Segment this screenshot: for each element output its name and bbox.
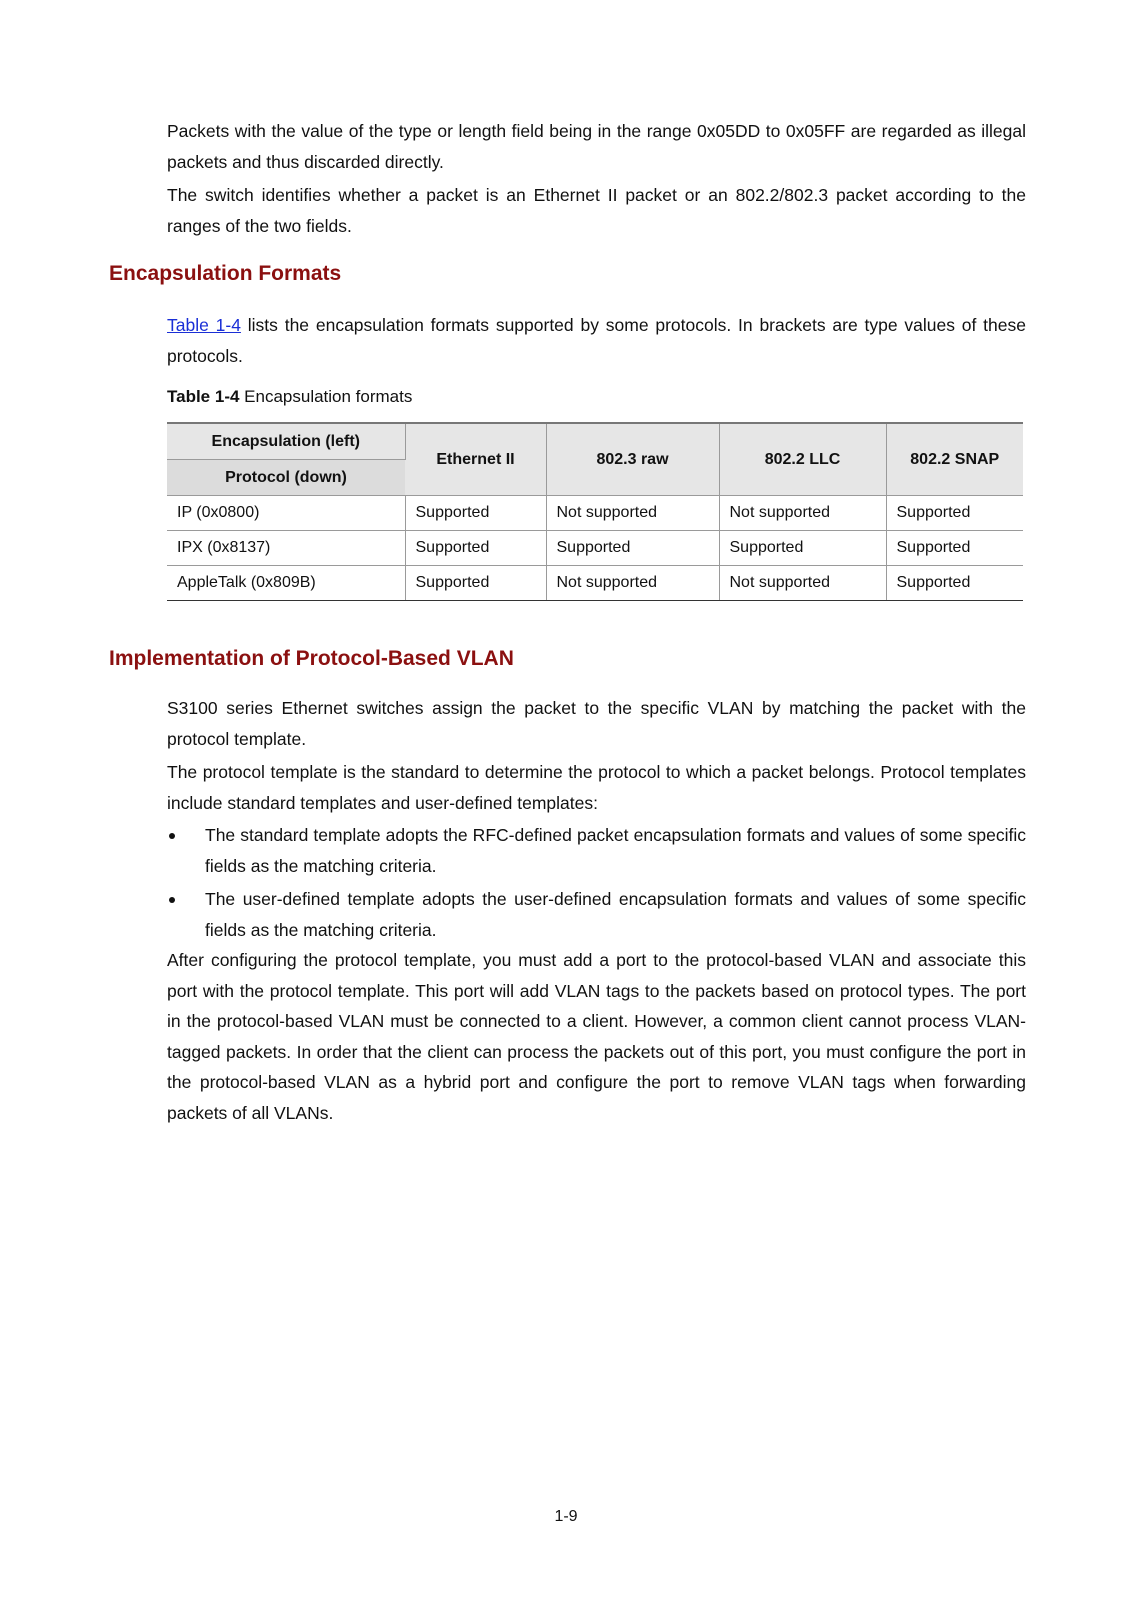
encapsulation-table — [167, 422, 1023, 601]
table-row — [167, 531, 1023, 566]
table-reference-link[interactable]: Table 1-4 — [167, 315, 241, 335]
column-header: Ethernet II — [405, 423, 546, 496]
column-header: 802.3 raw — [546, 423, 719, 496]
vlan-paragraph-1: S3100 series Ethernet switches assign the packet to the specific VLAN by matching the packet with the protocol template. — [167, 698, 1026, 749]
table-cell: Supported — [405, 531, 546, 566]
table-cell: Not supported — [719, 496, 886, 531]
intro-paragraph-2: The switch identifies whether a packet is an Ethernet II packet or an 802.2/802.3 packet according to the ranges of the two fields. — [167, 185, 1026, 236]
bullet-text: The user-defined template adopts the user-defined encapsulation formats and values of some specific fields as the matching criteria. — [205, 889, 1026, 940]
table-cell: Not supported — [719, 566, 886, 601]
table-row — [167, 496, 1023, 531]
table-cell: Supported — [886, 566, 1023, 601]
table-cell: Supported — [405, 566, 546, 601]
template-bullet-list — [167, 820, 1026, 948]
corner-header-protocol: Protocol (down) — [167, 460, 405, 496]
column-header: 802.2 SNAP — [886, 423, 1023, 496]
vlan-paragraph-2: The protocol template is the standard to determine the protocol to which a packet belongs. Protocol templates include standard templates and user-defined templates: — [167, 762, 1026, 813]
section-heading-protocol-vlan: Implementation of Protocol-Based VLAN — [109, 647, 514, 670]
table-cell: Not supported — [546, 566, 719, 601]
bullet-text: The standard template adopts the RFC-defined packet encapsulation formats and values of some specific fields as the matching criteria. — [205, 825, 1026, 876]
table-cell: Supported — [546, 531, 719, 566]
vlan-paragraph-3: After configuring the protocol template, you must add a port to the protocol-based VLAN and associate this port with the protocol template. This port will add VLAN tags to the packets based on protocol types. The port in the protocol-based VLAN must be connected to a client. However, a common client cannot process VLAN-tagged packets. In order that the client can process the packets out of this port, you must configure the port in the protocol-based VLAN as a hybrid port and configure the port to remove VLAN tags when forwarding packets of all VLANs. — [167, 950, 1026, 1123]
table-cell: Supported — [886, 496, 1023, 531]
encapsulation-intro — [167, 310, 1026, 371]
corner-header-encapsulation: Encapsulation (left) — [167, 423, 405, 460]
table-cell: Supported — [719, 531, 886, 566]
protocol-cell: IP (0x0800) — [167, 496, 405, 531]
protocol-cell: AppleTalk (0x809B) — [167, 566, 405, 601]
table-caption-label: Table 1-4 — [167, 387, 240, 406]
table-caption-text: Encapsulation formats — [239, 387, 413, 406]
list-item — [167, 884, 1026, 945]
intro-paragraph-1: Packets with the value of the type or length field being in the range 0x05DD to 0x05FF are regarded as illegal packets and thus discarded directly. — [167, 121, 1026, 172]
bullet-dot-icon — [169, 833, 175, 839]
table-cell: Supported — [405, 496, 546, 531]
table-row — [167, 566, 1023, 601]
protocol-cell: IPX (0x8137) — [167, 531, 405, 566]
section-heading-encapsulation: Encapsulation Formats — [109, 262, 342, 285]
table-caption — [167, 387, 412, 407]
table-cell: Not supported — [546, 496, 719, 531]
page-number: 1-9 — [554, 1508, 578, 1525]
table-cell: Supported — [886, 531, 1023, 566]
bullet-dot-icon — [169, 897, 175, 903]
encapsulation-intro-text: lists the encapsulation formats supported by some protocols. In brackets are type values of these protocols. — [167, 315, 1026, 366]
column-header: 802.2 LLC — [719, 423, 886, 496]
list-item — [167, 820, 1026, 881]
